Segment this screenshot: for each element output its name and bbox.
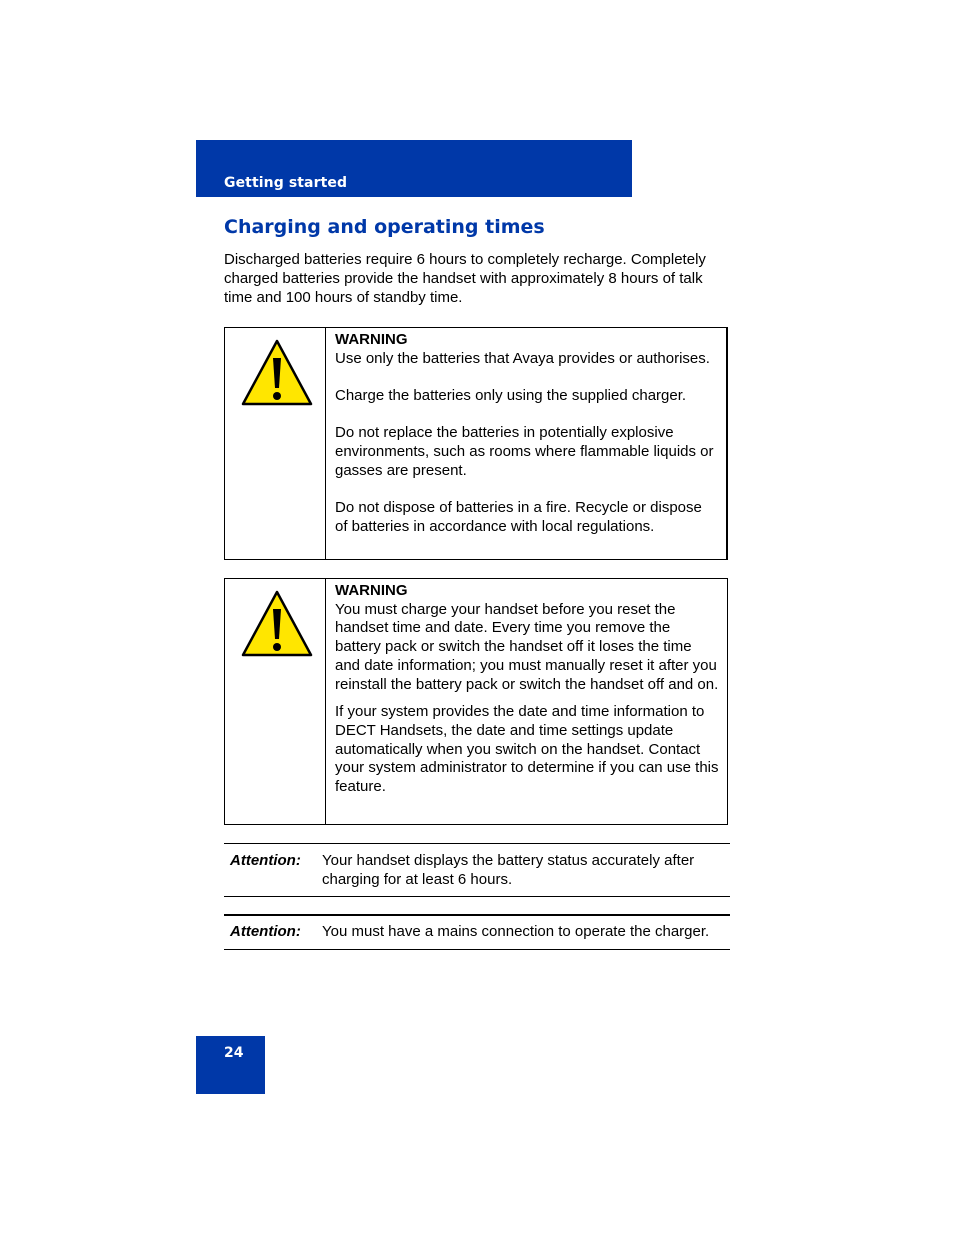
header-band	[196, 140, 632, 197]
attention-note	[224, 843, 730, 897]
warning-paragraph: Charge the batteries only using the supplied charger.	[335, 387, 687, 405]
warning-text	[326, 328, 726, 559]
warning-text	[326, 579, 727, 824]
warning-paragraph: Use only the batteries that Avaya provides or authorises.	[335, 349, 710, 367]
page-number-box	[196, 1036, 265, 1094]
warning-box	[224, 578, 728, 825]
attention-text: Your handset displays the battery status accurately after charging for at least 6 hours.	[322, 852, 695, 888]
warning-paragraph: Do not dispose of batteries in a fire. Recycle or dispose of batteries in accordance with local regulations.	[335, 499, 702, 535]
warning-box	[224, 327, 728, 560]
icon-cell	[225, 579, 326, 824]
warning-title: WARNING	[335, 582, 408, 599]
attention-text: You must have a mains connection to operate the charger.	[322, 923, 710, 940]
icon-cell	[225, 328, 326, 559]
warning-paragraph: Do not replace the batteries in potentially explosive environments, such as rooms where flammable liquids or gasses are present.	[335, 424, 714, 479]
page-number: 24	[224, 1045, 244, 1061]
warning-paragraph: If your system provides the date and time information to DECT Handsets, the date and time settings update automatically when you switch on the handset. Contact your system administrator to determine if you can use this feature.	[335, 703, 719, 796]
attention-label: Attention:	[230, 852, 301, 869]
section-label: Getting started	[224, 175, 348, 191]
intro-paragraph: Discharged batteries require 6 hours to completely recharge. Completely charged batteries provide the handset with approximately 8 hours of talk time and 100 hours of standby time.	[224, 251, 706, 306]
warning-triangle-icon	[240, 338, 314, 408]
attention-label: Attention:	[230, 923, 301, 940]
attention-note	[224, 914, 730, 950]
warning-title: WARNING	[335, 331, 408, 348]
warning-paragraph: You must charge your handset before you reset the handset time and date. Every time you remove the battery pack or switch the handset off it loses the time and date information; you must manually reset it after you reinstall the battery pack or switch the handset off and on.	[335, 600, 719, 693]
page-title: Charging and operating times	[224, 216, 545, 238]
warning-triangle-icon	[240, 589, 314, 659]
